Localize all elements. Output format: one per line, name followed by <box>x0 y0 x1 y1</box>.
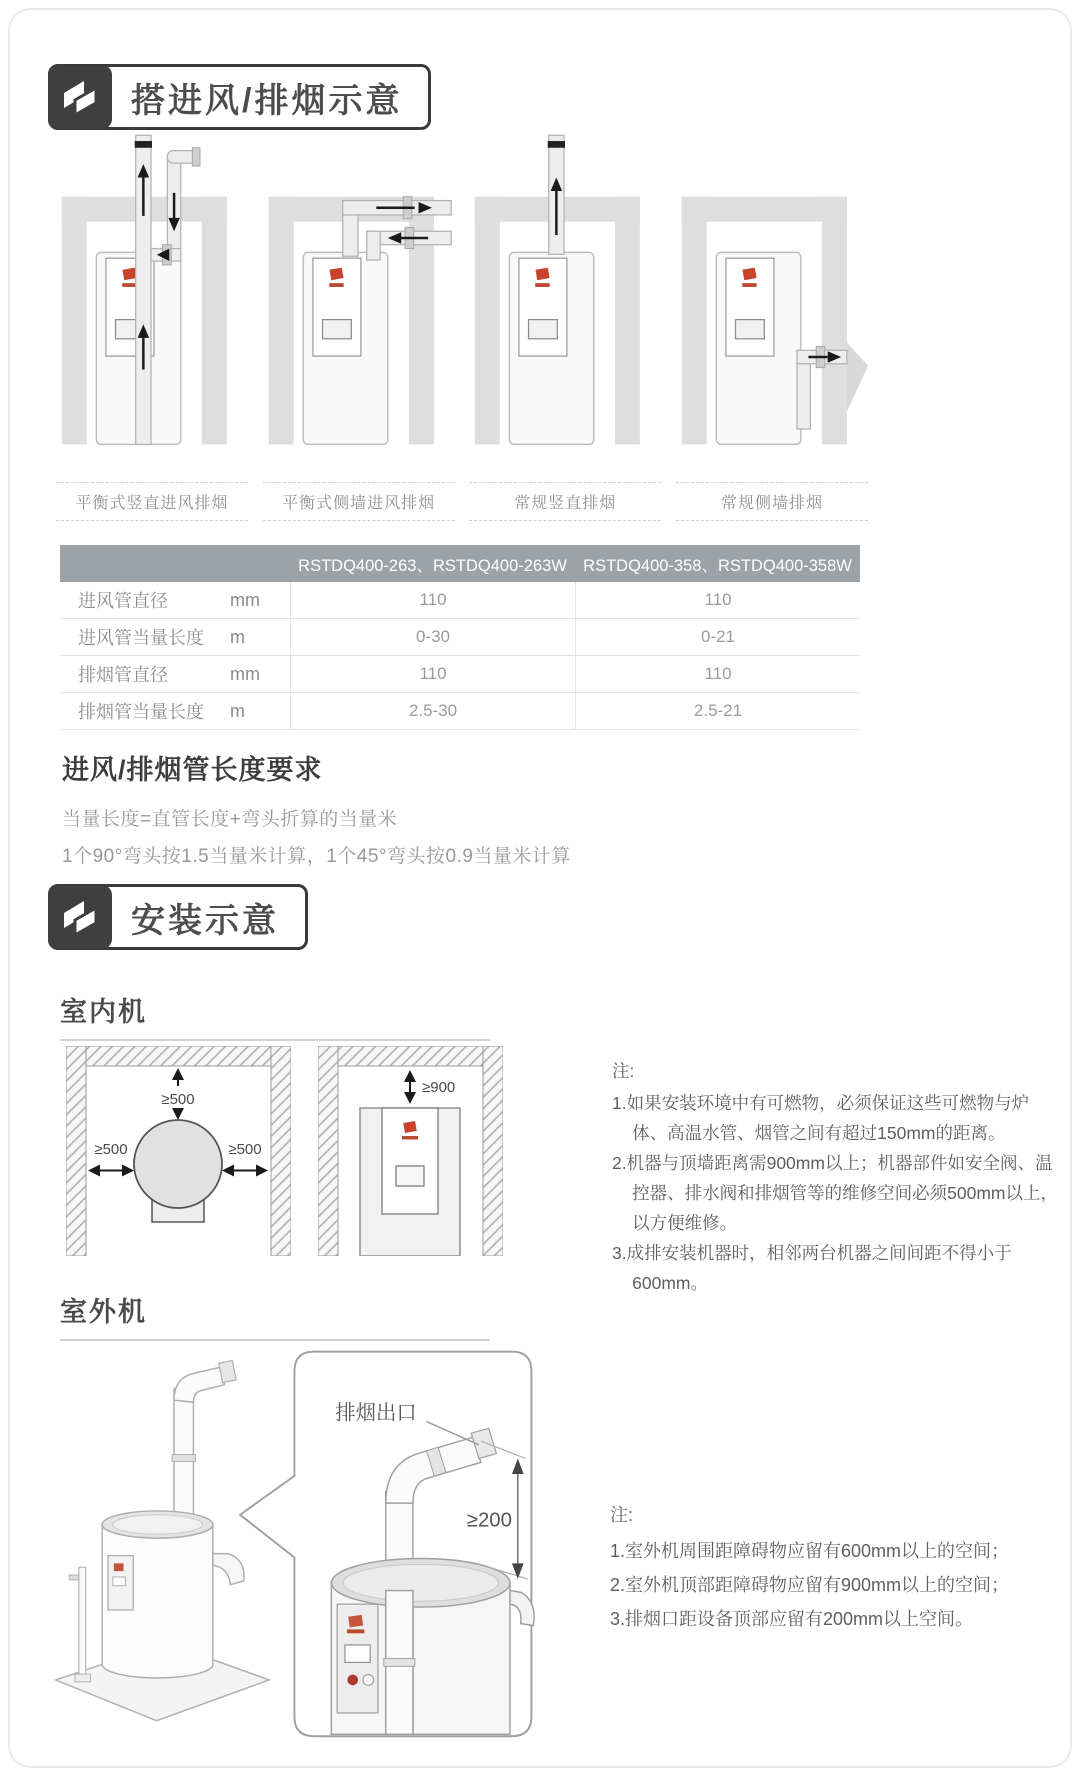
indoor-notes <box>612 1056 1060 1298</box>
length-requirement-line: 1个90°弯头按1.5当量米计算，1个45°弯头按0.9当量米计算 <box>62 846 571 867</box>
row-value: 110 <box>575 582 860 618</box>
vent-panel-balanced-sidewall <box>263 120 455 521</box>
brand-badge-icon <box>48 885 112 949</box>
note-line: 3.排烟口距设备顶部应留有200mm以上空间。 <box>610 1609 974 1629</box>
row-label: 进风管当量长度 <box>78 628 204 648</box>
flag-logo-icon <box>56 73 104 121</box>
notes-label: 注: <box>612 1061 635 1081</box>
vent-caption: 常规侧墙排烟 <box>676 482 868 521</box>
outdoor-unit-small <box>56 1360 270 1720</box>
length-requirement-line: 当量长度=直管长度+弯头折算的当量米 <box>62 809 398 830</box>
dim-top-label: ≥500 <box>161 1091 195 1108</box>
flag-logo-icon <box>56 893 104 941</box>
pipe-spec-table <box>60 545 860 730</box>
row-value: 0-30 <box>290 619 575 655</box>
table-header-row <box>60 545 860 582</box>
notes-label: 注: <box>610 1505 634 1525</box>
indoor-clearance-top-view <box>66 1046 291 1256</box>
row-value: 110 <box>575 656 860 692</box>
water-heater-front <box>360 1108 460 1256</box>
vent-panel-conventional-sidewall <box>676 120 868 521</box>
outdoor-unit-heading: 室外机 <box>60 1290 490 1341</box>
exhaust-outlet-label: 排烟出口 <box>335 1402 417 1425</box>
vent-diagram-row <box>56 120 868 521</box>
diagram-balanced-vertical <box>56 120 248 452</box>
table-row <box>60 619 860 656</box>
vent-panel-balanced-vertical <box>56 120 248 521</box>
water-heater <box>716 252 800 444</box>
tank-top-view <box>134 1120 222 1222</box>
table-row <box>60 693 860 730</box>
indoor-unit-heading: 室内机 <box>60 990 490 1041</box>
water-heater <box>510 252 594 444</box>
clearance-arrow <box>404 1070 455 1104</box>
vent-caption: 常规竖直排烟 <box>469 482 661 521</box>
row-value: 110 <box>290 656 575 692</box>
section-title-install: 安装示意 <box>131 901 279 940</box>
dim-right-label: ≥500 <box>228 1141 262 1158</box>
section-header-install <box>48 884 308 950</box>
note-line: 2.机器与顶墙距离需900mm以上；机器部件如安全阀、温控器、排水阀和排烟管等的维修空间必须500mm以上，以方便维修。 <box>612 1153 1058 1233</box>
intake-pipe <box>366 227 450 260</box>
diagram-conventional-sidewall <box>676 120 868 452</box>
water-heater <box>303 252 387 444</box>
note-line: 3.成排安装机器时，相邻两台机器之间间距不得小于600mm。 <box>612 1243 1012 1293</box>
row-unit: m <box>230 626 245 647</box>
table-header-model-2: RSTDQ400-358、RSTDQ400-358W <box>583 556 852 575</box>
vent-panel-conventional-vertical <box>469 120 661 521</box>
vent-caption: 平衡式竖直进风排烟 <box>56 482 248 521</box>
indoor-clearance-front-view <box>318 1046 503 1256</box>
section-title-venting: 搭进风/排烟示意 <box>131 81 403 120</box>
table-row <box>60 582 860 619</box>
diagram-conventional-vertical <box>469 120 661 452</box>
table-header-model-1: RSTDQ400-263、RSTDQ400-263W <box>298 556 567 575</box>
row-unit: mm <box>230 589 260 610</box>
row-value: 2.5-21 <box>575 693 860 729</box>
length-requirement-heading: 进风/排烟管长度要求 <box>62 755 323 785</box>
exhaust-pipe <box>548 135 565 254</box>
note-line: 1.如果安装环境中有可燃物，必须保证这些可燃物与炉体、高温水管、烟管之间有超过150mm的距离。 <box>612 1093 1030 1143</box>
length-requirement-block <box>62 748 571 875</box>
row-label: 进风管直径 <box>78 591 168 611</box>
row-label: 排烟管直径 <box>78 665 168 685</box>
exhaust-pipe <box>342 197 450 257</box>
dim-left-label: ≥500 <box>94 1141 128 1158</box>
vent-caption: 平衡式侧墙进风排烟 <box>263 482 455 521</box>
dim-200-label: ≥200 <box>466 1509 512 1532</box>
exhaust-pipe <box>135 135 152 444</box>
row-value: 0-21 <box>575 619 860 655</box>
note-line: 2.室外机顶部距障碍物应留有900mm以上的空间； <box>610 1575 1010 1595</box>
row-unit: m <box>230 700 245 721</box>
row-unit: mm <box>230 663 260 684</box>
dim-front-top-label: ≥900 <box>422 1079 456 1096</box>
row-value: 2.5-30 <box>290 693 575 729</box>
table-row <box>60 656 860 693</box>
outdoor-unit-diagram <box>40 1338 545 1746</box>
note-line: 1.室外机周围距障碍物应留有600mm以上的空间； <box>610 1541 1010 1561</box>
row-label: 排烟管当量长度 <box>78 702 204 722</box>
diagram-balanced-sidewall <box>263 120 455 452</box>
outdoor-notes <box>610 1498 1080 1636</box>
row-value: 110 <box>290 582 575 618</box>
